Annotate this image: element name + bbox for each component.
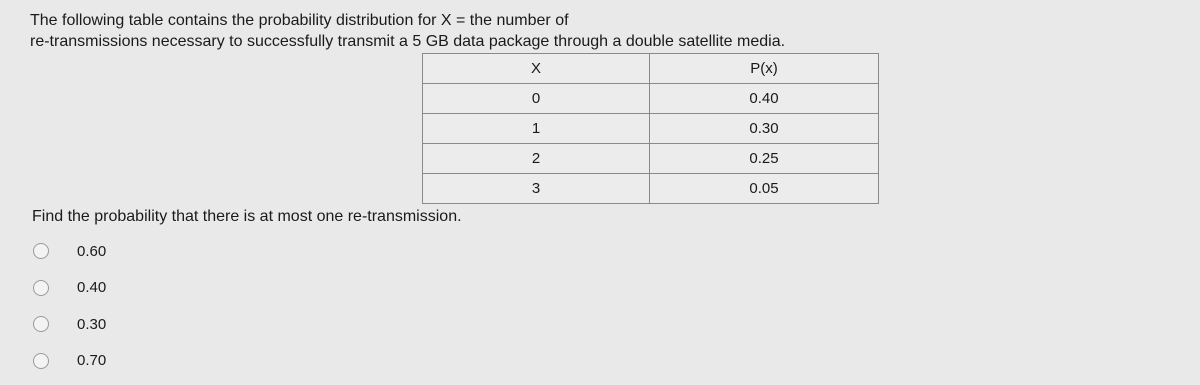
answer-option[interactable] bbox=[33, 343, 106, 380]
table-row bbox=[423, 144, 879, 174]
table-row bbox=[423, 174, 879, 204]
table-row bbox=[423, 114, 879, 144]
cell-x: 1 bbox=[423, 114, 650, 144]
problem-statement-line-1: The following table contains the probability distribution for X = the number of bbox=[30, 12, 569, 29]
answer-option-label: 0.40 bbox=[77, 279, 107, 297]
answer-option[interactable] bbox=[33, 270, 106, 307]
cell-x: 2 bbox=[423, 144, 650, 174]
problem-statement bbox=[30, 10, 785, 52]
cell-px: 0.30 bbox=[650, 114, 879, 144]
answer-options bbox=[33, 233, 106, 379]
cell-x: 3 bbox=[423, 174, 650, 204]
cell-px: 0.40 bbox=[650, 84, 879, 114]
cell-px: 0.05 bbox=[650, 174, 879, 204]
radio-button[interactable] bbox=[33, 243, 49, 259]
header-x: X bbox=[423, 54, 650, 84]
answer-option-label: 0.60 bbox=[77, 242, 107, 260]
table-header-row bbox=[423, 54, 879, 84]
radio-button[interactable] bbox=[33, 353, 49, 369]
answer-option[interactable] bbox=[33, 233, 106, 270]
cell-x: 0 bbox=[423, 84, 650, 114]
cell-px: 0.25 bbox=[650, 144, 879, 174]
answer-option-label: 0.30 bbox=[77, 315, 107, 333]
problem-statement-line-2: re-transmissions necessary to successfully transmit a 5 GB data package through a double satellite media. bbox=[30, 33, 786, 50]
answer-option-label: 0.70 bbox=[77, 352, 107, 370]
answer-option[interactable] bbox=[33, 306, 106, 343]
radio-button[interactable] bbox=[33, 280, 49, 296]
radio-button[interactable] bbox=[33, 316, 49, 332]
probability-distribution-table bbox=[422, 53, 879, 204]
table-row bbox=[423, 84, 879, 114]
question-text: Find the probability that there is at most one re-transmission. bbox=[32, 208, 462, 225]
header-px: P(x) bbox=[650, 54, 879, 84]
